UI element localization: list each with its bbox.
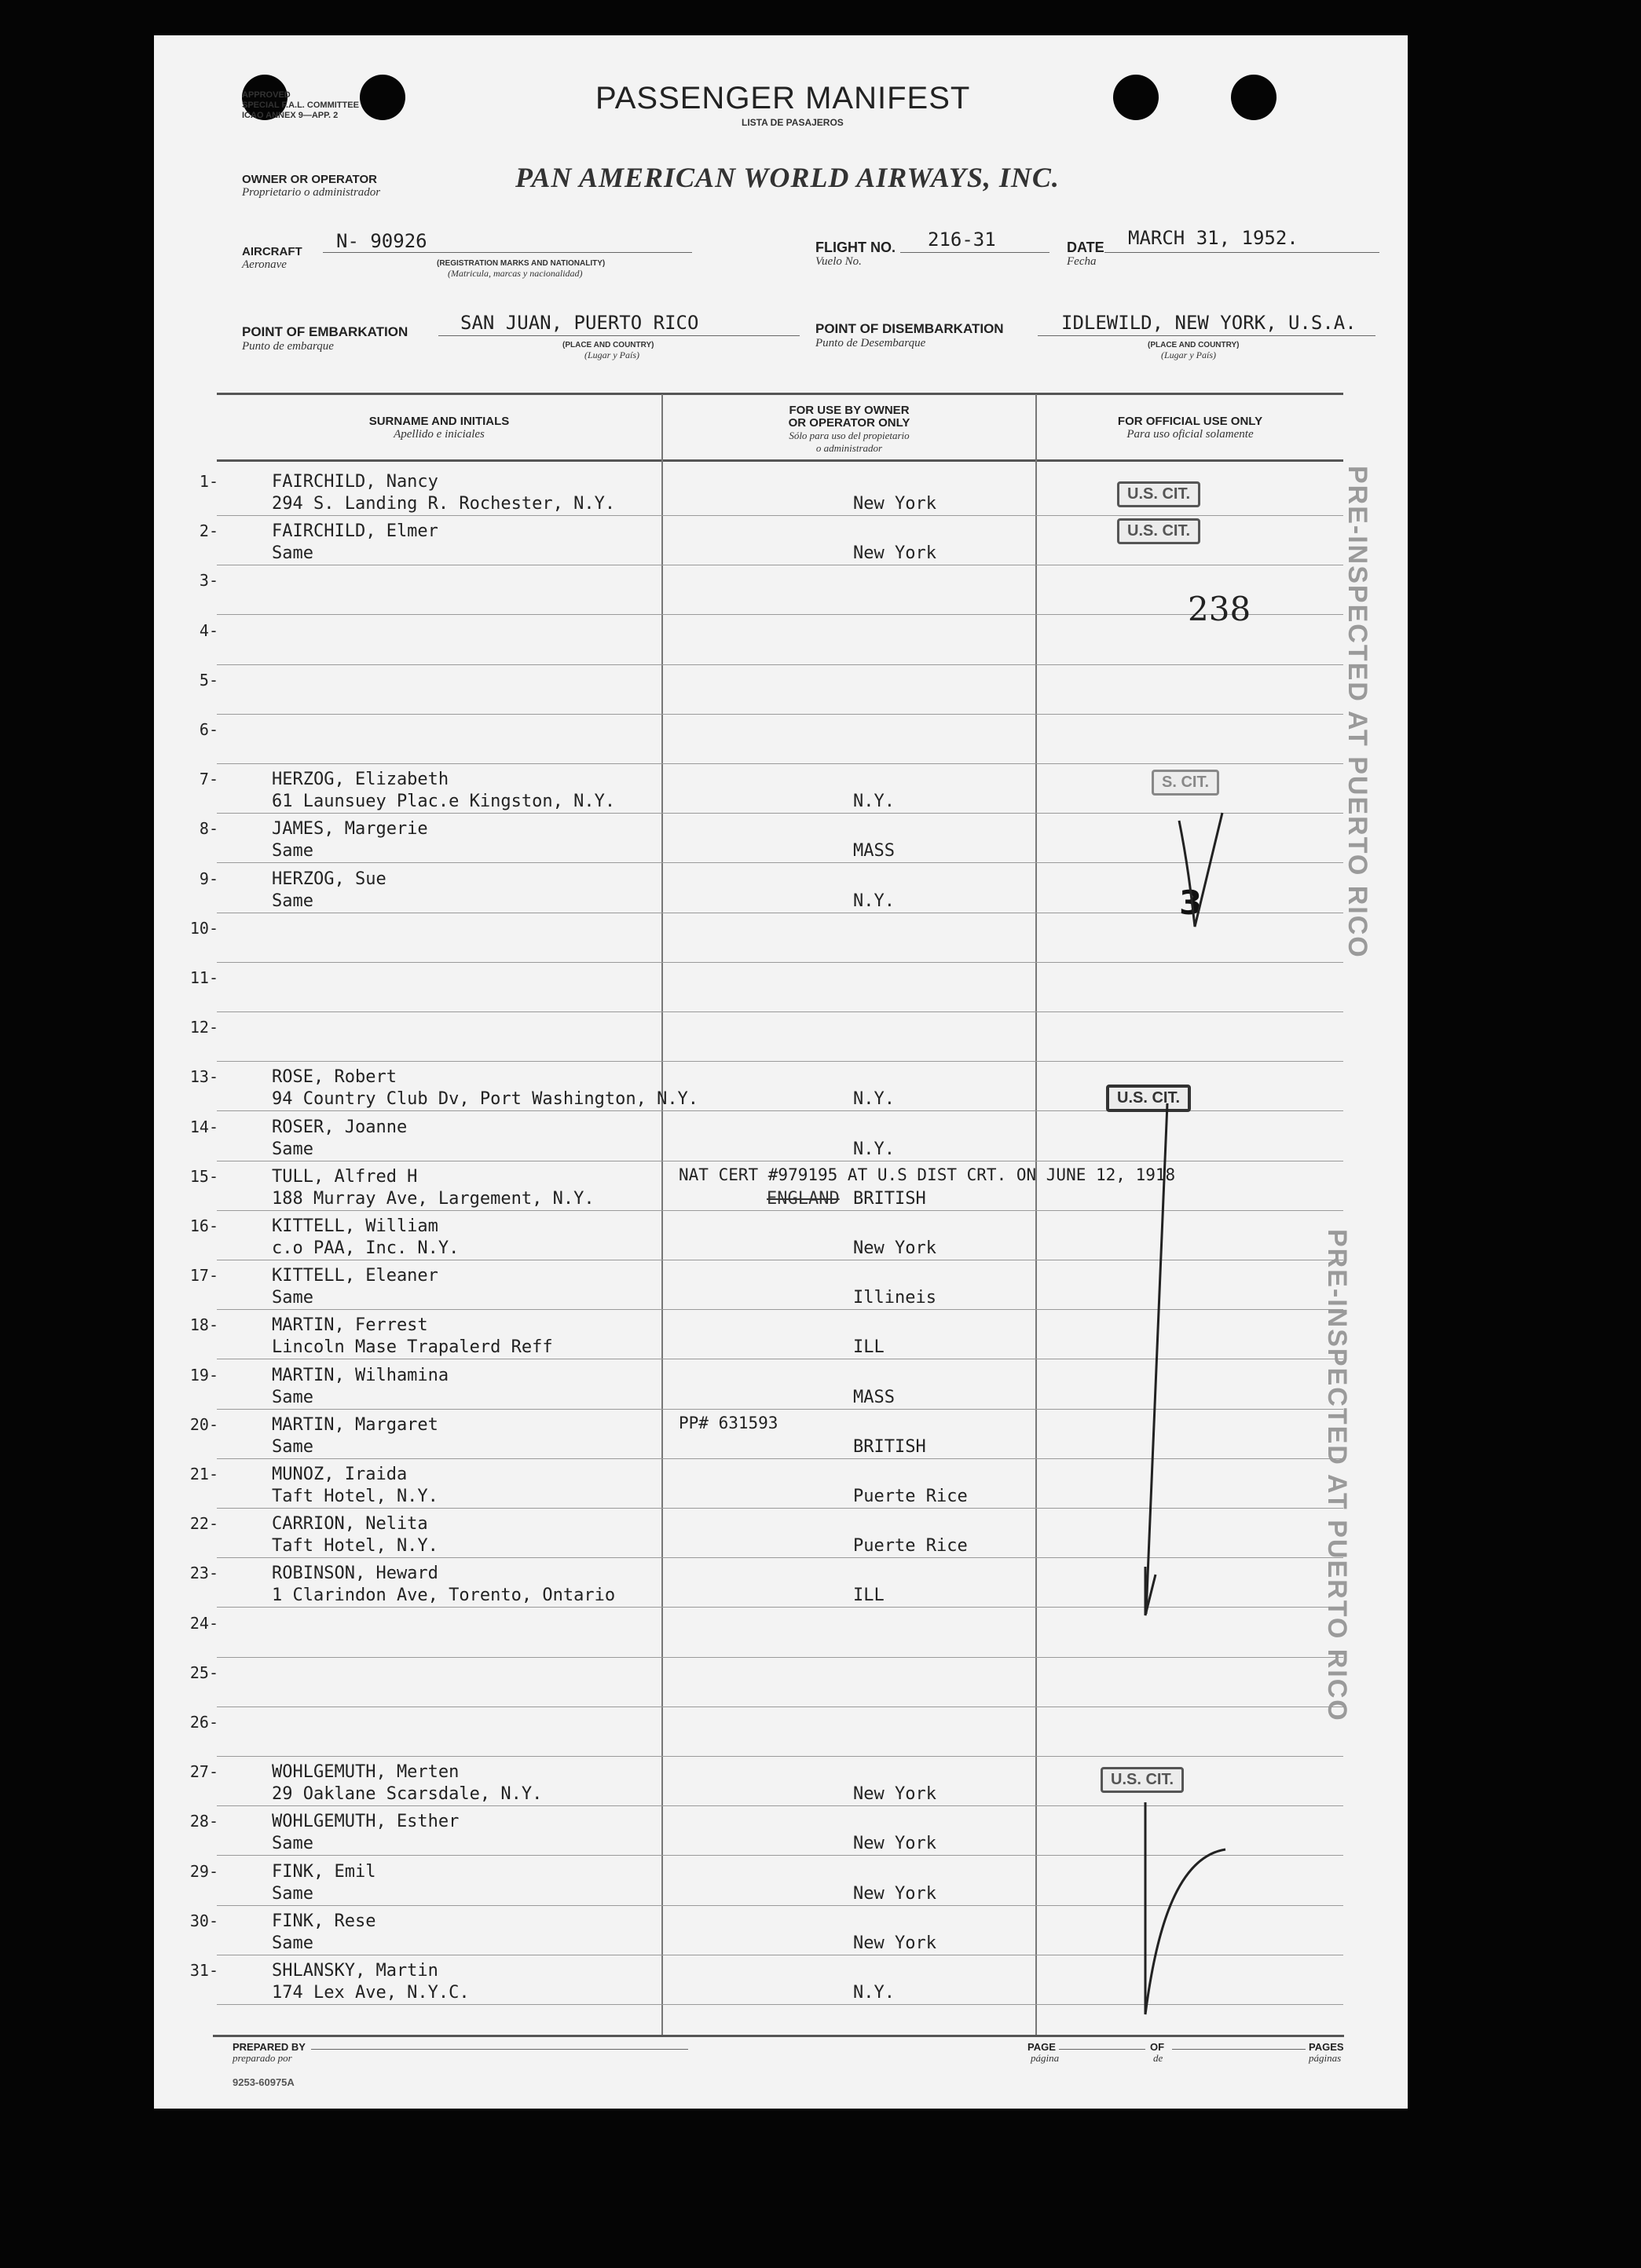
passenger-name: HERZOG, Sue (272, 869, 386, 889)
passenger-name: JAMES, Margerie (272, 819, 428, 839)
nationality: New York (853, 1834, 936, 1853)
row-number: 16- (189, 1216, 218, 1235)
nationality: New York (853, 1784, 936, 1804)
prepared-by-label-es: preparado por (233, 2052, 292, 2064)
passenger-address: 174 Lex Ave, N.Y.C. (272, 1983, 470, 2003)
form-code: 9253-60975A (233, 2076, 295, 2088)
passenger-name: KITTELL, Eleaner (272, 1266, 438, 1286)
row-number: 27- (189, 1762, 218, 1781)
nationality: New York (853, 1238, 936, 1258)
us-citizen-stamp-2: U.S. CIT. (1117, 518, 1200, 544)
row-number: 20- (189, 1415, 218, 1434)
passenger-name: FINK, Rese (272, 1911, 376, 1931)
row-number: 31- (189, 1961, 218, 1980)
aircraft-label: AIRCRAFT (242, 245, 302, 258)
row-number: 26- (189, 1713, 218, 1732)
passenger-name: MARTIN, Wilhamina (272, 1366, 449, 1385)
passenger-name: HERZOG, Elizabeth (272, 770, 449, 789)
row-number: 10- (189, 919, 218, 938)
nationality: N.Y. (853, 792, 895, 811)
owner-label: OWNER OR OPERATOR (242, 173, 377, 186)
embarkation-value: SAN JUAN, PUERTO RICO (460, 312, 699, 334)
manifest-sheet (154, 35, 1408, 2109)
row-number: 3- (199, 571, 218, 590)
nationality: MASS (853, 1388, 895, 1407)
passenger-name: FAIRCHILD, Elmer (272, 521, 438, 541)
passenger-name: FAIRCHILD, Nancy (272, 472, 438, 492)
aircraft-caption: (REGISTRATION MARKS AND NATIONALITY) (437, 259, 606, 268)
row-number: 9- (199, 869, 218, 888)
of-label-es: de (1153, 2052, 1163, 2064)
page-label: PAGE (1027, 2041, 1056, 2053)
row-number: 18- (189, 1315, 218, 1334)
pages-label: PAGES (1309, 2041, 1344, 2053)
us-citizen-stamp-1: U.S. CIT. (1117, 481, 1200, 507)
passenger-address: Same (272, 1139, 313, 1159)
passenger-address: 294 S. Landing R. Rochester, N.Y. (272, 494, 616, 514)
disembarkation-label: POINT OF DISEMBARKATION (815, 321, 1004, 336)
passenger-address: 61 Launsuey Plac.e Kingston, N.Y. (272, 792, 616, 811)
nationality: BRITISH (853, 1437, 926, 1457)
embarkation-caption: (PLACE AND COUNTRY) (562, 341, 654, 349)
nationality: New York (853, 1884, 936, 1904)
pages-label-es: páginas (1309, 2052, 1342, 2064)
nationality: New York (853, 543, 936, 563)
passenger-address: Same (272, 1834, 313, 1853)
row-number: 7- (199, 770, 218, 788)
row-number: 11- (189, 968, 218, 987)
approval-block: APPROVED SPECIAL F.A.L. COMMITTEE ICAO ANNEX 9—APP. 2 (242, 90, 359, 120)
passenger-address: Same (272, 1884, 313, 1904)
nationality: N.Y. (853, 1139, 895, 1159)
date-value: MARCH 31, 1952. (1128, 227, 1299, 249)
passenger-name: TULL, Alfred H (272, 1167, 418, 1187)
row-number: 22- (189, 1514, 218, 1533)
row-number: 6- (199, 720, 218, 739)
passenger-address: Same (272, 1288, 313, 1308)
passenger-name: MUNOZ, Iraida (272, 1465, 408, 1484)
us-citizen-stamp-4: U.S. CIT. (1106, 1085, 1191, 1112)
column-header-names: SURNAME AND INITIALS Apellido e iniciales (368, 415, 510, 441)
row-number: 4- (199, 621, 218, 640)
passenger-address: 29 Oaklane Scarsdale, N.Y. (272, 1784, 543, 1804)
disembarkation-label-es: Punto de Desembarque (815, 337, 926, 349)
passenger-name: SHLANSKY, Martin (272, 1961, 438, 1981)
date-label: DATE (1067, 240, 1104, 255)
passenger-address: Same (272, 891, 313, 911)
row-number: 1- (199, 472, 218, 491)
passenger-address: 94 Country Club Dv, Port Washington, N.Y. (272, 1089, 699, 1109)
disembarkation-caption: (PLACE AND COUNTRY) (1148, 341, 1240, 349)
nationality: ILL (853, 1337, 885, 1357)
disembarkation-caption-es: (Lugar y País) (1161, 349, 1216, 360)
nationality: New York (853, 494, 936, 514)
row-number: 24- (189, 1614, 218, 1633)
handwritten-count-3: 3 (1179, 883, 1203, 922)
nationality: ILL (853, 1586, 885, 1605)
passenger-address: Same (272, 1437, 313, 1457)
passenger-address: 1 Clarindon Ave, Torento, Ontario (272, 1586, 616, 1605)
flight-value: 216-31 (928, 229, 996, 251)
nationality: Illineis (853, 1288, 936, 1308)
column-header-official: FOR OFFICIAL USE ONLY Para uso oficial solamente (1117, 415, 1263, 441)
passenger-name: ROBINSON, Heward (272, 1564, 438, 1583)
passenger-name: MARTIN, Ferrest (272, 1315, 428, 1335)
struck-country: ENGLAND (767, 1189, 840, 1209)
passenger-address: 188 Murray Ave, Largement, N.Y. (272, 1189, 595, 1209)
nationality: N.Y. (853, 1089, 895, 1109)
passenger-name: FINK, Emil (272, 1862, 376, 1882)
of-line (1172, 2049, 1306, 2050)
nationality: N.Y. (853, 891, 895, 911)
passenger-address: Same (272, 543, 313, 563)
nationality: Puerte Rice (853, 1536, 968, 1556)
passenger-address: c.o PAA, Inc. N.Y. (272, 1238, 460, 1258)
check-marks (154, 35, 1408, 2109)
operator-note: NAT CERT #979195 AT U.S DIST CRT. ON JUNE 12, 1918 (679, 1165, 1176, 1184)
owner-label-es: Proprietario o administrador (242, 186, 381, 199)
operator-name: PAN AMERICAN WORLD AIRWAYS, INC. (515, 162, 1060, 193)
page-label-es: página (1031, 2052, 1060, 2064)
column-header-operator: FOR USE BY OWNER OR OPERATOR ONLY Sólo para uso del propietario o administrador (788, 404, 910, 454)
nationality: MASS (853, 841, 895, 861)
passenger-name: WOHLGEMUTH, Esther (272, 1812, 460, 1831)
prepared-by-label: PREPARED BY (233, 2041, 306, 2053)
date-label-es: Fecha (1067, 255, 1097, 268)
row-number: 21- (189, 1465, 218, 1483)
row-number: 19- (189, 1366, 218, 1385)
nationality: Puerte Rice (853, 1487, 968, 1506)
nationality: BRITISH (853, 1189, 926, 1209)
row-number: 23- (189, 1564, 218, 1582)
nationality: N.Y. (853, 1983, 895, 2003)
prepared-by-line (311, 2049, 688, 2050)
row-number: 17- (189, 1266, 218, 1285)
pre-inspected-stamp-1: PRE-INSPECTED AT PUERTO RICO (1342, 466, 1372, 959)
row-number: 25- (189, 1663, 218, 1682)
row-number: 30- (189, 1911, 218, 1930)
embarkation-label-es: Punto de embarque (242, 340, 334, 353)
passenger-address: Same (272, 841, 313, 861)
embarkation-label: POINT OF EMBARKATION (242, 324, 408, 339)
passenger-address: Taft Hotel, N.Y. (272, 1536, 438, 1556)
aircraft-value: N- 90926 (336, 230, 427, 252)
passenger-address: Lincoln Mase Trapalerd Reff (272, 1337, 553, 1357)
row-number: 13- (189, 1067, 218, 1086)
page-title: PASSENGER MANIFEST (595, 81, 971, 115)
flight-label-es: Vuelo No. (815, 255, 862, 268)
passenger-name: WOHLGEMUTH, Merten (272, 1762, 460, 1782)
passenger-name: ROSER, Joanne (272, 1118, 408, 1137)
handwritten-count-238: 238 (1188, 590, 1251, 628)
operator-note: PP# 631593 (679, 1414, 778, 1432)
row-number: 14- (189, 1118, 218, 1136)
row-number: 12- (189, 1018, 218, 1037)
page-line (1059, 2049, 1145, 2050)
passenger-name: MARTIN, Margaret (272, 1415, 438, 1435)
aircraft-caption-es: (Matricula, marcas y nacionalidad) (448, 268, 583, 279)
embarkation-caption-es: (Lugar y País) (584, 349, 639, 360)
nationality: New York (853, 1933, 936, 1953)
of-label: OF (1150, 2041, 1165, 2053)
row-number: 29- (189, 1862, 218, 1881)
pre-inspected-stamp-2: PRE-INSPECTED AT PUERTO RICO (1322, 1229, 1352, 1722)
passenger-address: Same (272, 1933, 313, 1953)
row-number: 2- (199, 521, 218, 540)
row-number: 8- (199, 819, 218, 838)
passenger-address: Same (272, 1388, 313, 1407)
citizen-stamp-3: S. CIT. (1152, 770, 1219, 796)
row-number: 5- (199, 671, 218, 690)
row-number: 28- (189, 1812, 218, 1831)
passenger-name: KITTELL, William (272, 1216, 438, 1236)
passenger-name: ROSE, Robert (272, 1067, 397, 1087)
disembarkation-value: IDLEWILD, NEW YORK, U.S.A. (1061, 312, 1357, 334)
aircraft-label-es: Aeronave (242, 258, 287, 271)
passenger-name: CARRION, Nelita (272, 1514, 428, 1534)
passenger-address: Taft Hotel, N.Y. (272, 1487, 438, 1506)
page-subtitle: LISTA DE PASAJEROS (742, 117, 844, 128)
row-number: 15- (189, 1167, 218, 1186)
us-citizen-stamp-5: U.S. CIT. (1101, 1767, 1184, 1793)
flight-label: FLIGHT NO. (815, 240, 896, 255)
